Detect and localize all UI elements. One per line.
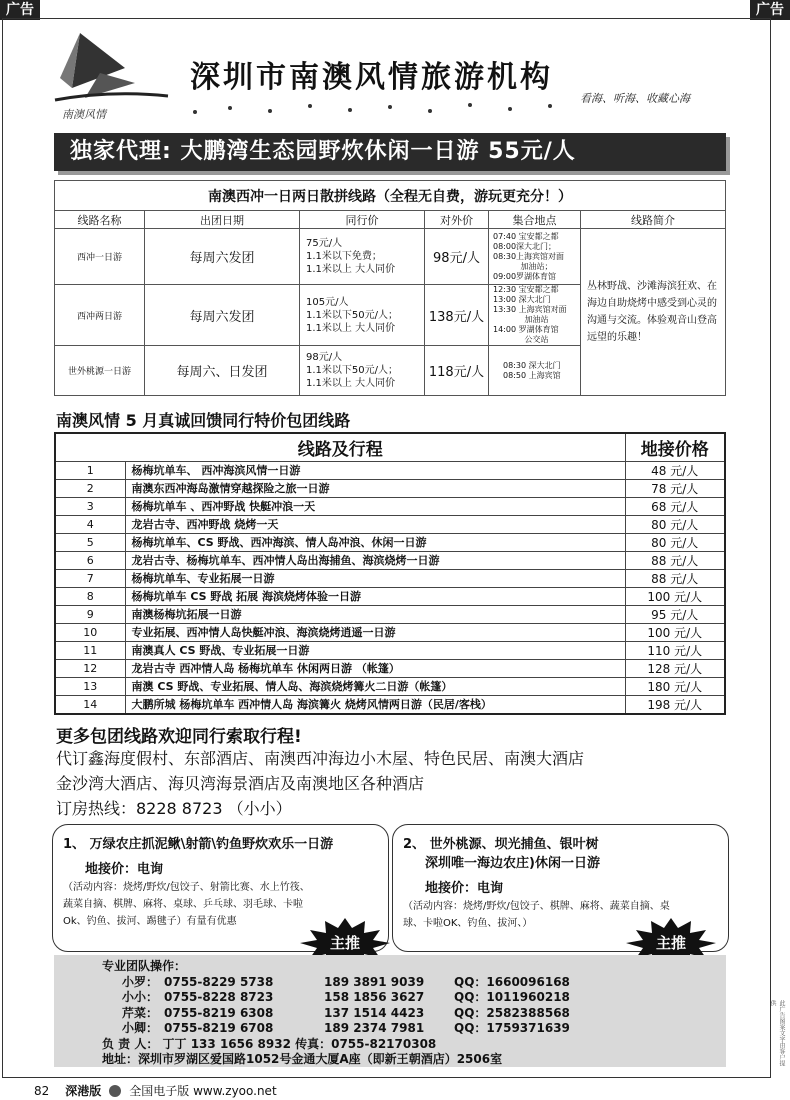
contact-title: 专业团队操作： — [102, 959, 187, 973]
route-itinerary: 大鹏所城 杨梅坑单车 西冲情人岛 海滨篝火 烧烤风情两日游（民居/客栈） — [125, 695, 625, 714]
company-name: 深圳市南澳风情旅游机构 — [190, 60, 553, 95]
route-itinerary: 龙岩古寺、杨梅坑单车、西冲情人岛出海捕鱼、海滨烧烤一日游 — [125, 551, 625, 569]
meet-line: 加油站 — [524, 315, 549, 324]
edition-label: 深港版 — [65, 1084, 102, 1098]
logo-text: 南澳风情 — [62, 108, 106, 121]
contact-name: 小小： — [121, 990, 158, 1004]
contact-name: 小罗： — [121, 974, 158, 989]
ad-label-left: 广告 — [0, 0, 40, 20]
price-line: 1.1米以上 大人同价 — [306, 322, 396, 334]
contact-phone: 0755-8219 6308 — [164, 1005, 274, 1020]
departure-date: 每周六、日发团 — [145, 346, 300, 396]
card-title: 1、 万绿农庄抓泥鳅\射箭\钓鱼野炊欢乐一日游 — [63, 837, 334, 852]
card-description: （活动内容：烧烤/野炊/包饺子、射箭比赛、水上竹筏、蔬菜自摘、棋牌、麻将、桌球、乒乓球、羽毛球、卡啦Ok、钓鱼、拔河、踢毽子）有量有优惠 — [63, 882, 310, 927]
table-row — [55, 587, 725, 605]
local-price: 198 元/人 — [625, 695, 725, 714]
row-number: 13 — [55, 677, 125, 695]
local-price: 78 元/人 — [625, 479, 725, 497]
more-routes-title: 更多包团线路欢迎同行索取行程! — [56, 727, 302, 747]
local-price: 100 元/人 — [625, 623, 725, 641]
row-number: 10 — [55, 623, 125, 641]
hotel-booking-info — [56, 746, 756, 821]
hotel-line: 代订鑫海度假村、东部酒店、南澳西冲海边小木屋、特色民居、南澳大酒店 — [56, 749, 585, 768]
local-price: 68 元/人 — [625, 497, 725, 515]
route-itinerary: 杨梅坑单车、专业拓展一日游 — [125, 569, 625, 587]
address-line: 地址：深圳市罗湖区爱国路1052号金通大厦A座（即新王朝酒店）2506室 — [102, 1052, 503, 1066]
row-number: 4 — [55, 515, 125, 533]
meet-line: 08:30 深大北门 — [503, 360, 561, 370]
contact-mobile: 137 1514 4423 — [324, 1005, 425, 1020]
meet-line: 加油站； — [520, 261, 553, 271]
table-row — [55, 551, 725, 569]
row-number: 2 — [55, 479, 125, 497]
route-itinerary: 龙岩古寺、西冲野战 烧烤一天 — [125, 515, 625, 533]
public-price: 118元/人 — [425, 346, 489, 396]
route-itinerary: 南澳真人 CS 野战、专业拓展一日游 — [125, 641, 625, 659]
meet-line: 08:00深大北门； — [493, 241, 557, 251]
route-itinerary: 杨梅坑单车 CS 野战 拓展 海滨烧烤体验一日游 — [125, 587, 625, 605]
price-line: 75元/人 — [306, 238, 343, 249]
route-itinerary: 南澳东西冲海岛激情穿越探险之旅一日游 — [125, 479, 625, 497]
price-line: 1.1米以下免费； — [306, 251, 382, 262]
contact-name: 芹菜： — [121, 1005, 158, 1020]
meet-line: 14:00 罗湖体育馆 — [493, 325, 559, 334]
table-row — [55, 229, 726, 285]
disclaimer-note: 此广告图案文字由客户提供 — [769, 1000, 785, 1066]
contact-qq: QQ：2582388568 — [454, 1005, 570, 1020]
peer-price — [300, 285, 425, 346]
route-itinerary: 杨梅坑单车 、西冲野战 快艇冲浪一天 — [125, 497, 625, 515]
local-price: 48 元/人 — [625, 461, 725, 479]
contact-row — [94, 975, 726, 991]
col-header: 对外价 — [425, 211, 489, 229]
route-itinerary: 杨梅坑单车、 西冲海滨风情一日游 — [125, 461, 625, 479]
route-intro: 丛林野战、沙滩海滨狂欢、在海边自助烧烤中感受到心灵的沟通与交流。体验观音山登高远望的乐趣！ — [581, 229, 726, 396]
public-price: 138元/人 — [425, 285, 489, 346]
route-itinerary: 南澳 CS 野战、专业拓展、情人岛、海滨烧烤篝火二日游（帐篷） — [125, 677, 625, 695]
music-dots-decoration — [190, 98, 570, 118]
row-number: 12 — [55, 659, 125, 677]
row-number: 11 — [55, 641, 125, 659]
card-title: 2、 世外桃源、坝光捕鱼、银叶树 — [403, 837, 599, 852]
meet-line: 08:30上海宾馆对面 — [493, 251, 565, 261]
row-number: 6 — [55, 551, 125, 569]
local-price: 128 元/人 — [625, 659, 725, 677]
price-line: 1.1米以下50元/人； — [306, 365, 398, 376]
contact-qq: QQ：1011960218 — [454, 990, 570, 1004]
row-number: 8 — [55, 587, 125, 605]
col-header: 地接价格 — [625, 433, 725, 461]
booking-hotline: 订房热线：8228 8723 （小小） — [56, 799, 292, 818]
contact-mobile: 189 3891 9039 — [324, 974, 425, 989]
contact-name: 小卿： — [121, 1021, 158, 1035]
local-price: 80 元/人 — [625, 515, 725, 533]
ad-label-right: 广告 — [750, 0, 790, 20]
edition-circle-icon — [109, 1085, 121, 1097]
header — [50, 28, 750, 128]
table-row — [55, 569, 725, 587]
table-row — [55, 533, 725, 551]
slogan: 看海、听海、收藏心海 — [580, 92, 690, 105]
table-caption: 南澳西冲一日两日散拼线路（全程无自费，游玩更充分！） — [55, 181, 726, 211]
promo-banner: 独家代理: 大鹏湾生态园野炊休闲一日游 55元/人 — [54, 133, 726, 171]
website-label: 全国电子版 www.zyoo.net — [129, 1084, 277, 1098]
card-price: 地接价：电询 — [425, 881, 504, 896]
meeting-point — [489, 229, 581, 285]
contact-qq: QQ：1660096168 — [454, 974, 570, 989]
local-price: 180 元/人 — [625, 677, 725, 695]
scattered-tour-table — [54, 180, 726, 396]
page-number: 82 — [34, 1083, 50, 1098]
meet-line: 07:40 宝安都之都 — [493, 231, 559, 241]
local-price: 110 元/人 — [625, 641, 725, 659]
contact-mobile: 158 1856 3627 — [324, 990, 425, 1004]
meet-line: 13:30 上海宾馆对面 — [493, 305, 567, 314]
meeting-point — [489, 285, 581, 346]
price-line: 105元/人 — [306, 296, 349, 308]
recommend-label: 主推 — [655, 934, 686, 952]
contact-phone: 0755-8219 6708 — [164, 1021, 274, 1035]
col-header: 线路及行程 — [55, 433, 625, 461]
meet-line: 公交站 — [524, 335, 549, 344]
section-title: 南澳风情 5 月真诚回馈同行特价包团线路 — [56, 411, 351, 430]
contact-phone: 0755-8229 5738 — [164, 974, 274, 989]
meet-line: 12:30 宝安都之都 — [493, 285, 559, 294]
route-name: 西冲两日游 — [55, 285, 145, 346]
table-row — [55, 515, 725, 533]
departure-date: 每周六发团 — [145, 285, 300, 346]
contact-phone: 0755-8228 8723 — [164, 990, 274, 1004]
local-price: 88 元/人 — [625, 551, 725, 569]
contact-qq: QQ：1759371639 — [454, 1021, 570, 1035]
row-number: 7 — [55, 569, 125, 587]
table-row — [55, 605, 725, 623]
card-description: （活动内容：烧烤/野炊/包饺子、棋牌、麻将、蔬菜自摘、桌球、卡啦OK、钓鱼、拔河、） — [403, 901, 670, 929]
card-price: 地接价：电询 — [85, 862, 164, 877]
row-number: 9 — [55, 605, 125, 623]
contact-row — [94, 1021, 726, 1037]
contact-row — [94, 990, 726, 1006]
col-header: 同行价 — [300, 211, 425, 229]
manager-line: 负 责 人： 丁丁 133 1656 8932 传真：0755-82170308 — [102, 1036, 437, 1051]
departure-date: 每周六发团 — [145, 229, 300, 285]
table-row — [55, 695, 725, 714]
peer-price — [300, 229, 425, 285]
local-price: 95 元/人 — [625, 605, 725, 623]
local-price: 100 元/人 — [625, 587, 725, 605]
public-price: 98元/人 — [425, 229, 489, 285]
page-footer — [34, 1082, 277, 1099]
meeting-point — [489, 346, 581, 396]
meet-line: 13:00 深大北门 — [493, 295, 551, 304]
peer-price — [300, 346, 425, 396]
local-price: 80 元/人 — [625, 533, 725, 551]
contact-row — [94, 1006, 726, 1022]
route-itinerary: 杨梅坑单车、CS 野战、西冲海滨、情人岛冲浪、休闲一日游 — [125, 533, 625, 551]
meet-line: 08:50 上海宾馆 — [503, 370, 561, 380]
route-name: 西冲一日游 — [55, 229, 145, 285]
package-tour-table — [54, 432, 726, 715]
route-name: 世外桃源一日游 — [55, 346, 145, 396]
row-number: 5 — [55, 533, 125, 551]
recommend-label: 主推 — [329, 934, 360, 952]
route-itinerary: 龙岩古寺 西冲情人岛 杨梅坑单车 休闲两日游 （帐篷） — [125, 659, 625, 677]
contact-panel — [54, 955, 726, 1067]
row-number: 1 — [55, 461, 125, 479]
meet-line: 09:00罗湖体育馆 — [493, 271, 557, 281]
route-itinerary: 南澳杨梅坑拓展一日游 — [125, 605, 625, 623]
route-itinerary: 专业拓展、西冲情人岛快艇冲浪、海滨烧烤逍遥一日游 — [125, 623, 625, 641]
hotel-line: 金沙湾大酒店、海贝湾海景酒店及南澳地区各种酒店 — [56, 774, 425, 793]
table-row — [55, 479, 725, 497]
price-line: 1.1米以下50元/人； — [306, 309, 398, 321]
col-header: 集合地点 — [489, 211, 581, 229]
table-row — [55, 659, 725, 677]
table-row — [55, 641, 725, 659]
local-price: 88 元/人 — [625, 569, 725, 587]
price-line: 98元/人 — [306, 352, 343, 363]
row-number: 3 — [55, 497, 125, 515]
table-row — [55, 677, 725, 695]
table-row — [55, 623, 725, 641]
table-row — [55, 461, 725, 479]
col-header: 线路简介 — [581, 211, 726, 229]
card-subtitle: 深圳唯一海边农庄)休闲一日游 — [425, 856, 600, 871]
table-row — [55, 497, 725, 515]
col-header: 出团日期 — [145, 211, 300, 229]
col-header: 线路名称 — [55, 211, 145, 229]
price-line: 1.1米以上 大人同价 — [306, 264, 396, 275]
row-number: 14 — [55, 695, 125, 714]
contact-mobile: 189 2374 7981 — [324, 1021, 425, 1035]
price-line: 1.1米以上 大人同价 — [306, 378, 396, 389]
